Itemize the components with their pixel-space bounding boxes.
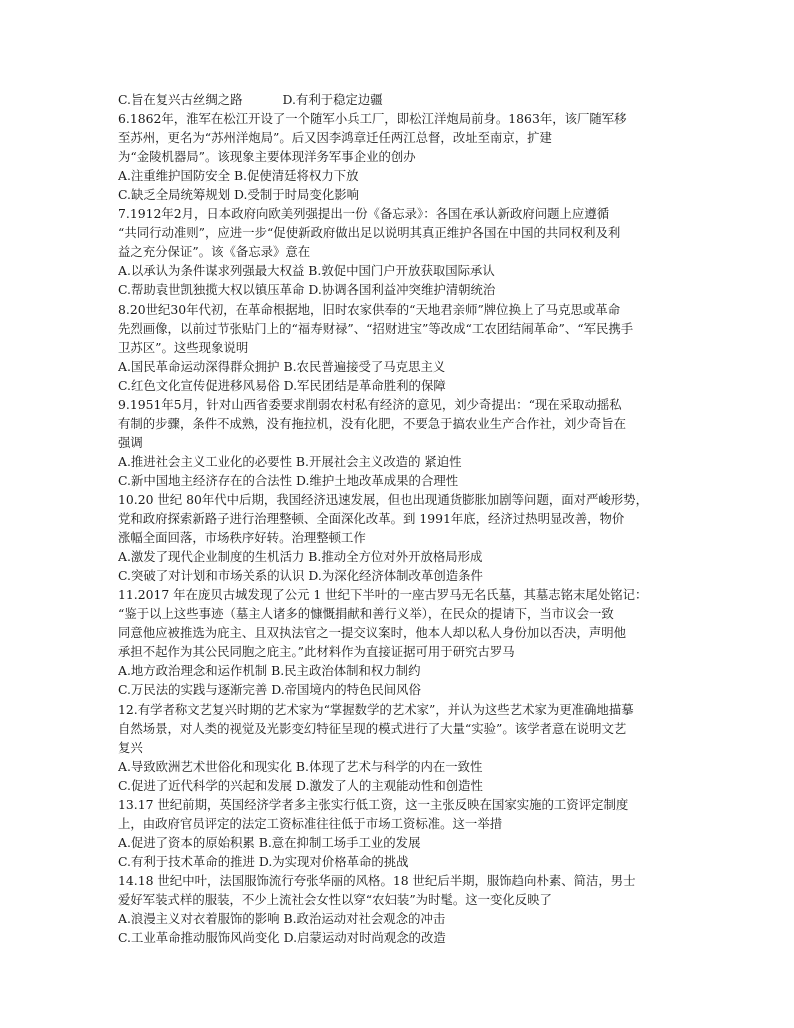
options-ab: A.浪漫主义对衣着服饰的影响 B.政治运动对社会观念的冲击 [118,911,446,927]
options-ab: A.激发了现代企业制度的生机活力 B.推动全方位对外开放格局形成 [118,549,483,565]
question-12-stem: 12.有学者称文艺复兴时期的艺术家为“掌握数学的艺术家”，并认为这些艺术家为更准确地描摹 [118,701,634,717]
text-line: 党和政府探索新路子进行治理整顿、全面深化改革。到 1991年底，经济过热明显改善，物价 [118,511,625,527]
question-13-stem: 13.17 世纪前期，英国经济学者多主张实行低工资，这一主张反映在国家实施的工资评定制度 [118,796,629,812]
options-ab: A.以承认为条件谋求列强最大权益 B.敦促中国门户开放获取国际承认 [118,263,495,279]
options-cd: C.红色文化宣传促进移风易俗 D.军民团结是革命胜利的保障 [118,377,446,393]
option-d: D.有利于稳定边疆 [282,92,383,107]
question-11-stem: 11.2017 年在庞贝古城发现了公元 1 世纪下半叶的一座古罗马无名氏墓，其墓志铭末尾处铭记： [118,587,648,603]
text-line: 复兴 [118,739,143,755]
text-line: “鉴于以上这些事迹（墓主人诸多的慷慨捐献和善行义举），在民众的提请下，当市议会一致 [118,606,614,622]
text-line: 同意他应被推选为庇主、且双执法官之一提交议案时，他本人却以私人身份加以否决，声明他 [118,625,627,641]
options-ab: A.促进了资本的原始积累 B.意在抑制工场手工业的发展 [118,834,421,850]
text-line: 卫苏区”。这些现象说明 [118,339,249,355]
options-cd: C.帮助袁世凯独揽大权以镇压革命 D.协调各国利益冲突维护清朝统治 [118,282,496,298]
options-cd: C.缺乏全局统筹规划 D.受制于时局变化影响 [118,187,359,203]
text-line: 至苏州，更名为“苏州洋炮局”。后又因李鸿章迁任两江总督，改址至南京，扩建 [118,130,552,146]
text-line [118,90,682,109]
text-line: 益之充分保证”。该《备忘录》意在 [118,244,311,260]
options-ab: A.导致欧洲艺术世俗化和现实化 B.体现了艺术与科学的内在一致性 [118,758,483,774]
text-line: 有制的步骤，条件不成熟，没有拖拉机，没有化肥，不要急于搞农业生产合作社，刘少奇旨在 [118,415,627,431]
question-9-stem: 9.1951年5月，针对山西省委要求削弱农村私有经济的意见，刘少奇提出：“现在采取动摇私 [118,396,622,412]
text-line: 承担不起作为其公民同胞之庇主。”此材料作为直接证据可用于研究古罗马 [118,644,515,660]
text-line: 强调 [118,434,143,450]
question-10-stem: 10.20 世纪 80年代中后期，我国经济迅速发展，但也出现通货膨胀加剧等问题，面对严峻形势， [118,491,648,507]
options-cd: C.突破了对计划和市场关系的认识 D.为深化经济体制改革创造条件 [118,568,483,584]
text-line: 爱好军装式样的服装，不少上流社会女性以穿“农妇装”为时髦。这一变化反映了 [118,891,552,907]
text-line: 先烈画像，以前过节张贴门上的“福寿财禄”、“招财进宝”等改成“工农团结闹革命”、“军民携手 [118,320,634,336]
options-cd: C.有利于技术革命的推进 D.为实现对价格革命的挑战 [118,853,409,869]
question-6-stem: 6.1862年，淮军在松江开设了一个随军小兵工厂，即松江洋炮局前身。1863年，该厂随军移 [118,111,627,127]
options-cd: C.万民法的实践与逐渐完善 D.帝国境内的特色民间风俗 [118,682,421,698]
options-cd: C.工业革命推动服饰风尚变化 D.启蒙运动对时尚观念的改造 [118,930,446,946]
text-line: 自然场景，对人类的视觉及光影变幻特征呈现的模式进行了大量“实验”。该学者意在说明文艺 [118,720,627,736]
text-line: “共同行动准则”，应进一步“促使新政府做出足以说明其真正维护各国在中国的共同权利及利 [118,225,621,241]
question-14-stem: 14.18 世纪中叶，法国服饰流行夸张华丽的风格。18 世纪后半期，服饰趋向朴素、简洁，男士 [118,872,636,888]
question-8-stem: 8.20世纪30年代初，在革命根据地，旧时农家供奉的“天地君亲师”牌位换上了马克思或革命 [118,301,621,317]
text-line: 涨幅全面回落，市场秩序好转。治理整顿工作 [118,530,366,546]
exam-page [118,90,682,947]
question-7-stem: 7.1912年2月，日本政府向欧美列强提出一份《备忘录》：各国在承认新政府问题上应遵循 [118,206,610,222]
options-ab: A.国民革命运动深得群众拥护 B.农民普遍接受了马克思主义 [118,358,446,374]
options-cd: C.促进了近代科学的兴起和发展 D.激发了人的主观能动性和创造性 [118,777,483,793]
text-line: 为“金陵机器局”。该现象主要体现洋务军事企业的创办 [118,149,416,165]
options-ab: A.推进社会主义工业化的必要性 B.开展社会主义改造的 紧迫性 [118,453,462,469]
options-ab: A.注重维护国防安全 B.促使清廷将权力下放 [118,168,359,184]
option-c: C.旨在复兴古丝绸之路 [118,92,243,107]
options-ab: A.地方政治理念和运作机制 B.民主政治体制和权力制约 [118,663,421,679]
options-cd: C.新中国地主经济存在的合法性 D.维护土地改革成果的合理性 [118,472,459,488]
text-line: 上，由政府官员评定的法定工资标准往往低于市场工资标准。这一举措 [118,815,503,831]
